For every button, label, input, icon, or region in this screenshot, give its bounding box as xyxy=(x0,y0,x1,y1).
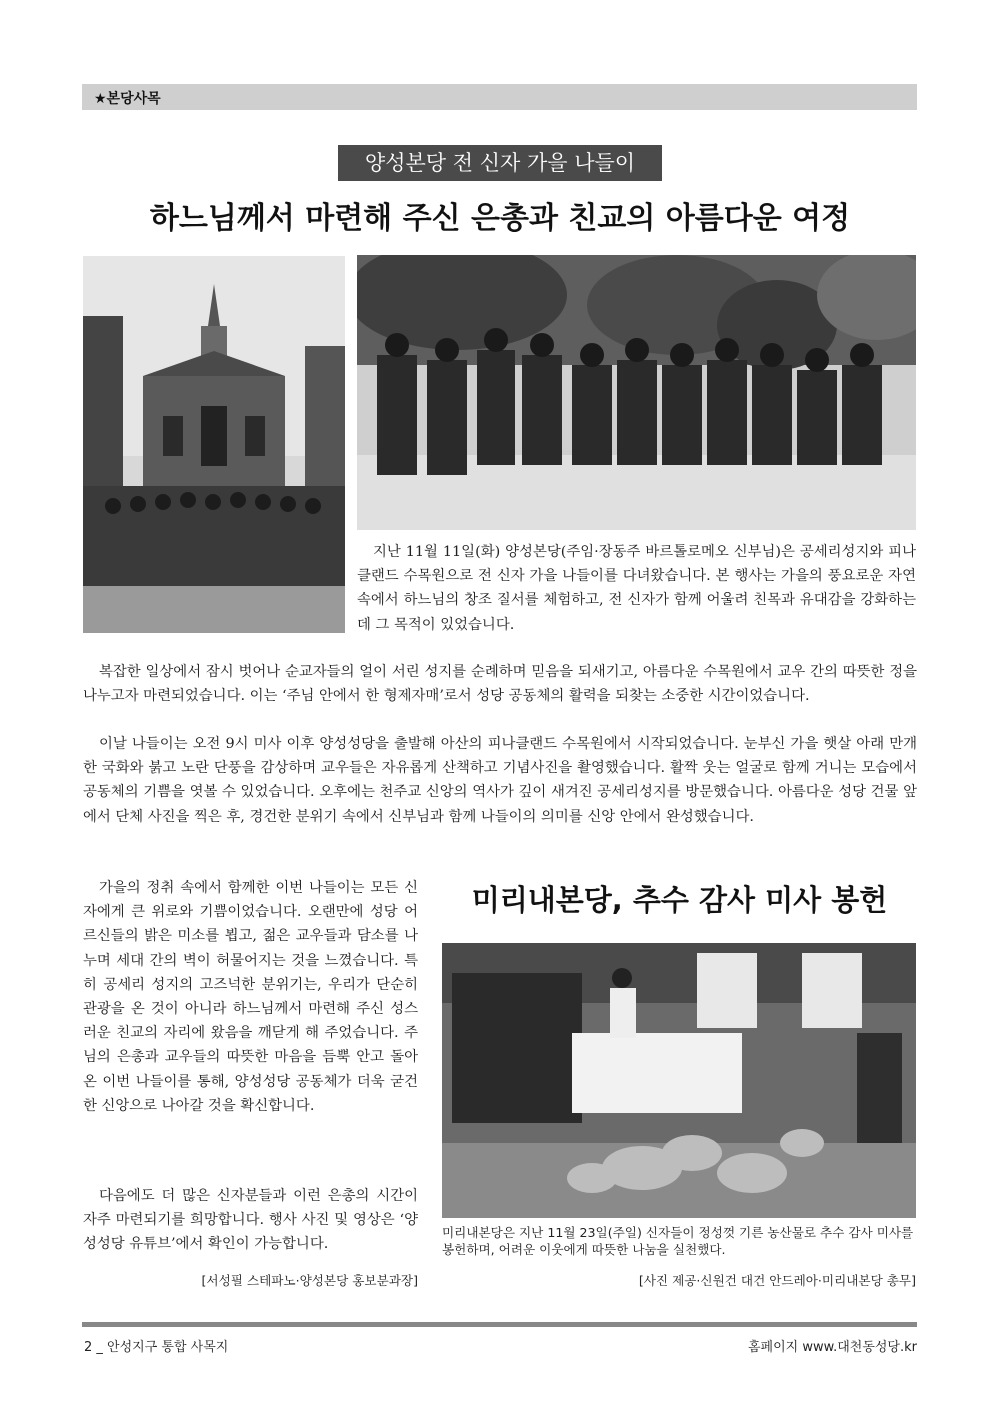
article2-photo-credit: [사진 제공·신원건 대건 안드레아·미리내본당 총무] xyxy=(638,1273,916,1288)
article-headline: 하느님께서 마련해 주신 은총과 친교의 아름다운 여정 xyxy=(149,201,851,236)
church-group-photo xyxy=(83,256,345,633)
article2-photo-caption: 미리내본당은 지난 11월 23일(주일) 신자들이 정성껏 기른 농산물로 추수 감사 미사를 봉헌하며, 어려운 이웃에게 따뜻한 나눔을 실천했다. xyxy=(442,1225,914,1257)
article-kicker: 양성본당 전 신자 가을 나들이 xyxy=(338,145,662,181)
section-label: ★본당사목 xyxy=(94,91,161,107)
article1-paragraph-1: 지난 11월 11일(화) 양성본당(주임·장동주 바르톨로메오 신부님)은 공세리성지와 피나클랜드 수목원으로 전 신자 가을 나들이를 다녀왔습니다. 본 행사는 가을의 풍요로운 자연 속에서 하느님의 창조 질서를 체험하고, 전 신자가 함께 어울려 친목과 유대감을 강화하는 데 그 목적이 있었습니다. xyxy=(357,544,916,633)
footer-rule xyxy=(82,1322,917,1327)
section-header-bar xyxy=(82,84,917,110)
arboretum-group-photo xyxy=(357,255,916,530)
footer-homepage: 홈페이지 www.대천동성당.kr xyxy=(748,1340,917,1355)
thanksgiving-mass-photo xyxy=(442,943,916,1218)
article1-paragraph-5: 다음에도 더 많은 신자분들과 이런 은총의 시간이 자주 마련되기를 희망합니다. 행사 사진 및 영상은 ‘양성성당 유튜브’에서 확인이 가능합니다. xyxy=(83,1188,418,1253)
article2-headline: 미리내본당, 추수 감사 미사 봉헌 xyxy=(471,883,888,917)
article1-paragraph-4: 가을의 정취 속에서 함께한 이번 나들이는 모든 신자에게 큰 위로와 기쁨이었습니다. 오랜만에 성당 어르신들의 밝은 미소를 뵙고, 젊은 교우들과 담소를 나누며 세대 간의 벽이 허물어지는 것을 느꼈습니다. 특히 공세리 성지의 고즈넉한 분위기는, 우리가 단순히 관광을 온 것이 아니라 하느님께서 마련해 주신 성스러운 친교의 자리에 왔음을 깨닫게 해 주었습니다. 주님의 은총과 교우들의 따뜻한 마음을 듬뿍 안고 돌아온 이번 나들이를 통해, 양성성당 공동체가 더욱 굳건한 신앙으로 나아갈 것을 확신합니다. xyxy=(83,880,418,1114)
article1-paragraph-2: 복잡한 일상에서 잠시 벗어나 순교자들의 얼이 서린 성지를 순례하며 믿음을 되새기고, 아름다운 수목원에서 교우 간의 따뜻한 정을 나누고자 마련되었습니다. 이는 ‘주님 안에서 한 형제자매’로서 성당 공동체의 활력을 되찾는 소중한 시간이었습니다. xyxy=(83,664,917,705)
article1-paragraph-3: 이날 나들이는 오전 9시 미사 이후 양성성당을 출발해 아산의 피나클랜드 수목원에서 시작되었습니다. 눈부신 가을 햇살 아래 만개한 국화와 붉고 노란 단풍을 감상하며 교우들은 자유롭게 산책하고 기념사진을 촬영했습니다. 활짝 웃는 얼굴로 함께 거니는 모습에서 공동체의 기쁨을 엿볼 수 있었습니다. 오후에는 천주교 신앙의 역사가 깊이 새겨진 공세리성지를 방문했습니다. 아름다운 성당 건물 앞에서 단체 사진을 찍은 후, 경건한 분위기 속에서 신부님과 함께 나들이의 의미를 신앙 안에서 완성했습니다. xyxy=(83,736,917,825)
footer-page-label: 2 _ 안성지구 통합 사목지 xyxy=(84,1340,229,1355)
article1-byline: [서성필 스테파노·양성본당 홍보분과장] xyxy=(201,1273,418,1288)
